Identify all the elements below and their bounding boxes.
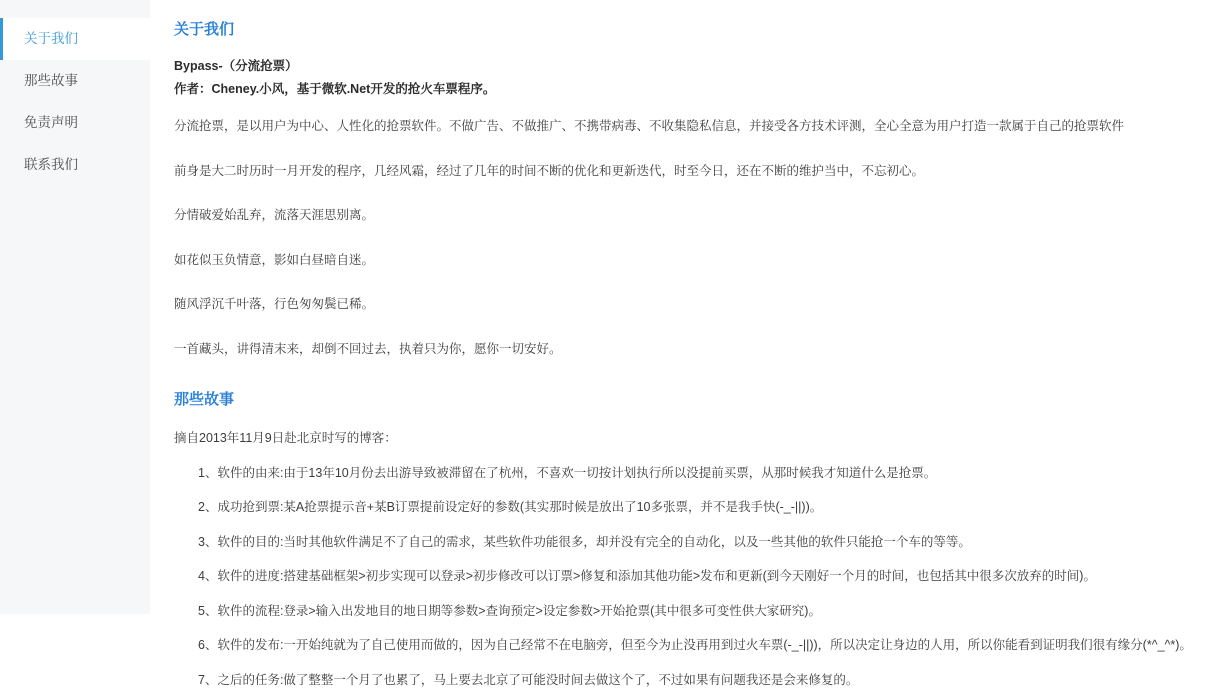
stories-section-title: 那些故事 [174,391,235,409]
sidebar [0,0,150,614]
sidebar-item-contact-us[interactable] [0,144,150,186]
about-lead-line-1: Bypass-（分流抢票） [174,59,298,73]
sidebar-item-disclaimer[interactable] [0,102,150,144]
list-item: 2、成功抢到票:某A抢票提示音+某B订票提前设定好的参数(其实那时候是放出了10多张票，并不是我手快(-_-||))。 [198,500,823,515]
list-item: 1、软件的由来:由于13年10月份去出游导致被滞留在了杭州，不喜欢一切按计划执行所以没提前买票，从那时候我才知道什么是抢票。 [198,465,937,480]
list-item: 7、之后的任务:做了整整一个月了也累了，马上要去北京了可能没时间去做这个了，不过如果有问题我还是会来修复的。 [198,672,859,687]
about-paragraph: 分情破爱始乱弃，流落天涯思别离。 [174,208,375,223]
sidebar-item-label: 免责声明 [24,115,78,130]
list-item: 5、软件的流程:登录>输入出发地目的地日期等参数>查询预定>设定参数>开始抢票(其中很多可变性供大家研究)。 [198,603,821,618]
about-section-title: 关于我们 [174,21,235,38]
stories-list [174,462,1192,691]
about-paragraph: 随风浮沉千叶落，行色匆匆鬓已稀。 [174,297,375,312]
main-content [150,0,1216,687]
sidebar-item-about-us[interactable] [0,18,150,60]
sidebar-item-label: 那些故事 [24,73,78,88]
about-lead [174,55,1192,101]
about-paragraph: 如花似玉负情意，影如白昼暗自迷。 [174,252,375,267]
list-item: 3、软件的目的:当时其他软件满足不了自己的需求，某些软件功能很多，却并没有完全的自动化，以及一些其他的软件只能抢一个车的等等。 [198,534,971,549]
about-lead-line-2: 作者：Cheney.小风，基于微软.Net开发的抢火车票程序。 [174,82,496,97]
about-paragraph: 分流抢票，是以用户为中心、人性化的抢票软件。不做广告、不做推广、不携带病毒、不收集隐私信息，并接受各方技术评测，全心全意为用户打造一款属于自己的抢票软件 [174,119,1125,134]
stories-intro: 摘自2013年11月9日赴北京时写的博客： [174,431,397,446]
sidebar-item-stories[interactable] [0,60,150,102]
about-paragraph: 前身是大二时历时一月开发的程序，几经风霜，经过了几年的时间不断的优化和更新迭代，时至今日，还在不断的维护当中，不忘初心。 [174,163,925,178]
sidebar-item-label: 关于我们 [24,31,78,46]
sidebar-item-label: 联系我们 [24,157,78,172]
about-paragraph: 一首藏头，讲得清末来，却倒不回过去，执着只为你，愿你一切安好。 [174,341,562,356]
list-item: 4、软件的进度:搭建基础框架>初步实现可以登录>初步修改可以订票>修复和添加其他功能>发布和更新(到今天刚好一个月的时间，也包括其中很多次放弃的时间)。 [198,569,1096,584]
list-item: 6、软件的发布:一开始纯就为了自己使用而做的，因为自己经常不在电脑旁，但至今为止没再用到过火车票(-_-||))，所以决定让身边的人用，所以你能看到证明我们很有缘分(*^_^*)。 [198,638,1192,653]
